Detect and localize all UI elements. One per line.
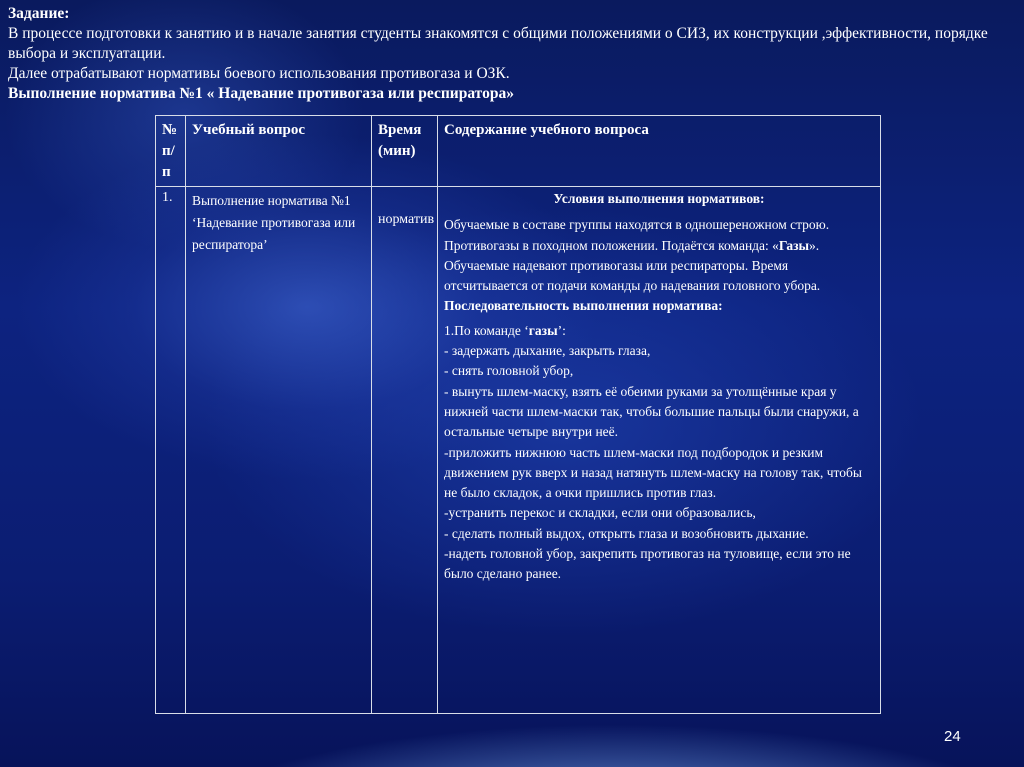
header-time: Время (мин) xyxy=(372,116,438,187)
table-header-row xyxy=(156,116,881,187)
step-item: -приложить нижнюю часть шлем-маски под подбородок и резким движением рук вверх и назад натянуть шлем-маску на голову так, чтобы не было складок, а очки пришлись против глаз. xyxy=(444,444,862,501)
sequence-title: Последовательность выполнения норматива: xyxy=(444,298,723,314)
task-heading: Задание: xyxy=(8,5,70,22)
conditions-title: Условия выполнения нормативов: xyxy=(553,191,765,206)
row-content xyxy=(438,187,881,714)
step-item: - снять головной убор, xyxy=(444,363,574,379)
row-number: 1. xyxy=(156,187,186,714)
step-item: - вынуть шлем-маску, взять её обеими руками за утолщённые края у нижней части шлем-маски так, чтобы большие пальцы были снаружи, а остальные четыре внутри неё. xyxy=(444,383,859,440)
table-row xyxy=(156,187,881,714)
header-number: № п/ п xyxy=(156,116,186,187)
conditions-text-part2: ». Обучаемые надевают противогазы или респираторы. Время отсчитывается от подачи команды до надевания головного убора. xyxy=(444,237,821,294)
conditions-text xyxy=(444,215,874,296)
conditions-text-part1: Обучаемые в составе группы находятся в одношереножном строю. Противогазы в походном положении. Подаётся команда: « xyxy=(444,217,830,253)
step-item: -устранить перекос и складки, если они образовались, xyxy=(444,505,756,521)
command-gazy: Газы xyxy=(778,237,810,253)
step-item: 1.По команде ‘газы’: xyxy=(444,322,566,338)
page-number: 24 xyxy=(944,728,961,745)
step-item: - задержать дыхание, закрыть глаза, xyxy=(444,343,651,359)
intro-paragraph-1: В процессе подготовки к занятию и в начале занятия студенты знакомятся с общими положениями о СИЗ, их конструкции ,эффективности, порядке выбора и эксплуатации. xyxy=(8,25,988,62)
step-item: -надеть головной убор, закрепить противогаз на туловище, если это не было сделано ранее. xyxy=(444,546,851,582)
step-item: - сделать полный выдох, открыть глаза и возобновить дыхание. xyxy=(444,525,809,541)
header-question: Учебный вопрос xyxy=(186,116,372,187)
row-question: Выполнение норматива №1 ‘Надевание противогаза или респиратора’ xyxy=(186,187,372,714)
task-intro xyxy=(8,4,1008,104)
intro-paragraph-2: Далее отрабатывают нормативы боевого использования противогаза и ОЗК. xyxy=(8,65,510,82)
header-content: Содержание учебного вопроса xyxy=(438,116,881,187)
row-time: норматив xyxy=(372,187,438,714)
normative-table xyxy=(155,115,881,714)
task-title: Выполнение норматива №1 « Надевание противогаза или респиратора» xyxy=(8,85,514,102)
